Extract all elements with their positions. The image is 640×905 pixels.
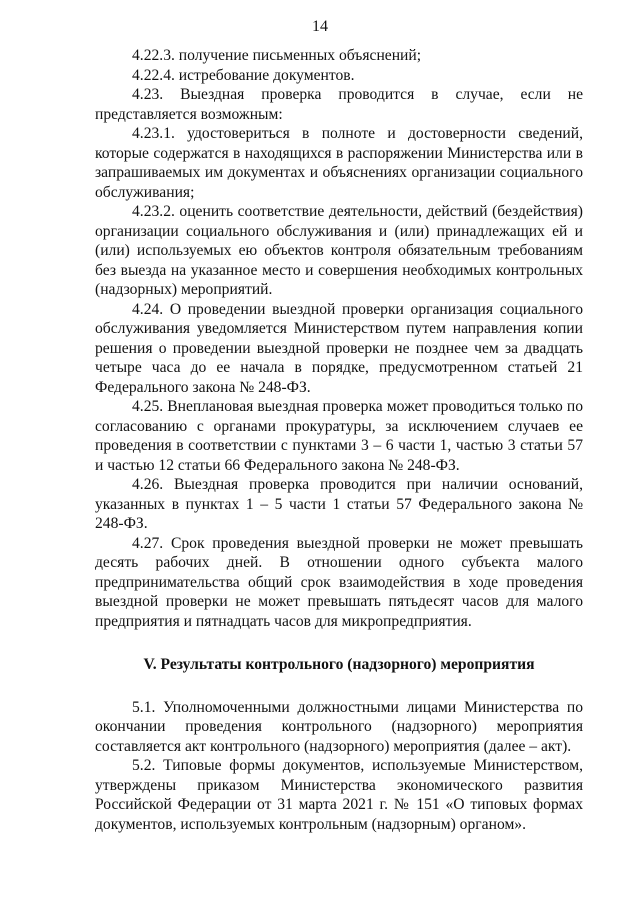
paragraph-5-1: 5.1. Уполномоченными должностными лицами Министерства по окончании проведения контрольного (надзорного) мероприятия составляется акт контрольного (надзорного) мероприятия (далее – акт). — [95, 698, 583, 755]
document-body — [95, 46, 583, 834]
paragraph-4-22-4: 4.22.4. истребование документов. — [132, 66, 355, 84]
paragraph-4-23: 4.23. Выездная проверка проводится в случае, если не представляется возможным: — [95, 86, 583, 123]
paragraph-4-25: 4.25. Внеплановая выездная проверка может проводиться только по согласованию с органами прокуратуры, за исключением случаев ее проведения в соответствии с пунктами 3 – 6 части 1, частью 3 статьи 57 и частью 12 статьи 66 Федерального закона № 248-ФЗ. — [95, 398, 583, 474]
paragraph-4-27: 4.27. Срок проведения выездной проверки не может превышать десять рабочих дней. В отношении одного субъекта малого предпринимательства общий срок взаимодействия в ходе проведения выездной проверки не может превышать пятьдесят часов для малого предприятия и пятнадцать часов для микропредприятия. — [95, 534, 583, 630]
paragraph-5-2: 5.2. Типовые формы документов, используемые Министерством, утверждены приказом Министерства экономического развития Российской Федерации от 31 марта 2021 г. № 151 «О типовых формах документов, используемых контрольным (надзорным) органом». — [95, 757, 583, 833]
paragraph-4-22-3: 4.22.3. получение письменных объяснений; — [132, 47, 422, 64]
section-heading: V. Результаты контрольного (надзорного) мероприятия — [143, 656, 535, 673]
paragraph-4-23-1: 4.23.1. удостовериться в полноте и достоверности сведений, которые содержатся в находящихся в распоряжении Министерства или в запрашиваемых им документах и объяснениях организации социального обслуживания; — [95, 125, 583, 201]
paragraph-4-23-2: 4.23.2. оценить соответствие деятельности, действий (бездействия) организации социального обслуживания и (или) принадлежащих ей и (или) используемых ею объектов контроля обязательным требованиям без выезда на указанное место и совершения необходимых контрольных (надзорных) мероприятий. — [95, 203, 583, 298]
paragraph-4-26: 4.26. Выездная проверка проводится при наличии оснований, указанных в пунктах 1 – 5 части 1 статьи 57 Федерального закона № 248-ФЗ. — [95, 476, 583, 532]
page-number: 14 — [312, 18, 328, 35]
paragraph-4-24: 4.24. О проведении выездной проверки организация социального обслуживания уведомляется Министерством путем направления копии решения о проведении выездной проверки не позднее чем за двадцать четыре часа до ее начала в порядке, предусмотренном статьей 21 Федерального закона № 248-ФЗ. — [95, 300, 583, 396]
